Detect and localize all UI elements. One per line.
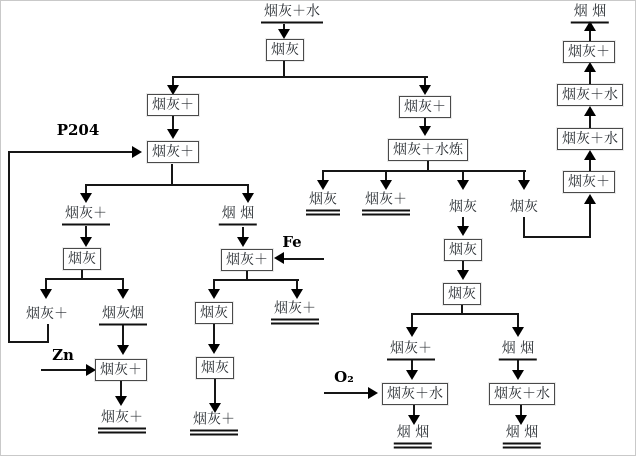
stream-left-c: 烟灰烟 [99,305,147,326]
arrow-down-icon [457,180,469,190]
process-box-c3-2: 烟灰 [443,283,481,305]
arrow-down-icon [278,29,290,39]
process-box-mid-1: 烟灰 [195,302,233,324]
arrow-down-icon [80,193,92,203]
arrow-down-icon [208,344,220,354]
product-top-right: 烟 烟 [571,3,609,24]
arrow-down-icon [40,289,52,299]
flow-line [214,379,216,404]
process-box-left-3: 烟灰 [63,248,101,270]
arrow-left-icon [274,252,284,264]
process-box-fe: 烟灰＋ [221,249,273,271]
stream-right-branch: 烟 烟 [499,340,537,361]
arrow-down-icon [237,237,249,247]
process-box-col-right-1: 烟灰＋ [563,171,615,193]
flow-line [85,184,249,186]
arrow-down-icon [167,129,179,139]
process-box-right-1: 烟灰＋ [399,96,451,118]
arrow-down-icon [80,237,92,247]
arrow-down-icon [291,289,303,299]
stream-smelt-3: 烟灰 [449,199,477,215]
arrow-down-icon [419,126,431,136]
product-bottom-left: 烟灰＋ [98,409,146,434]
arrow-down-icon [117,345,129,355]
arrow-up-icon [584,150,596,160]
flow-line [213,279,299,281]
process-box-mid-2: 烟灰 [196,357,234,379]
product-right-branch: 烟 烟 [503,424,541,449]
stream-left-a: 烟灰＋ [62,205,110,226]
arrow-down-icon [208,289,220,299]
flow-line [45,278,124,280]
flow-line [172,78,174,85]
recycle-line [8,151,134,153]
arrow-down-icon [117,289,129,299]
recycle-line [8,152,10,343]
arrow-down-icon [457,270,469,280]
process-box-left-2: 烟灰＋ [147,141,199,163]
flow-line [523,217,525,238]
process-box-left-1: 烟灰＋ [147,94,199,116]
process-box-c3-1: 烟灰 [444,239,482,261]
flow-line [411,313,519,315]
flow-line [589,204,591,238]
arrow-down-icon [115,396,127,406]
arrow-down-icon [512,370,524,380]
o2-feed-line [324,392,369,394]
zn-feed-line [41,369,86,371]
process-box-col-right-3: 烟灰＋水 [557,84,623,106]
arrow-down-icon [317,180,329,190]
arrow-down-icon [242,193,254,203]
arrow-up-icon [584,194,596,204]
stream-left-b: 烟 烟 [219,205,257,226]
stream-smelt-4: 烟灰 [510,199,538,215]
process-box-o2: 烟灰＋水 [382,383,448,405]
process-box-col-right-2: 烟灰＋水 [557,128,623,150]
flow-line [523,236,590,238]
reagent-label-zn: Zn [52,346,74,364]
recycle-line [8,341,49,343]
arrow-up-icon [584,106,596,116]
arrow-up-icon [584,62,596,72]
recycle-line [47,324,49,343]
flow-line [424,78,426,85]
reagent-label-p204: P204 [56,121,100,139]
arrow-down-icon [419,85,431,95]
arrow-right-icon [132,146,142,158]
process-box-zn: 烟灰＋ [95,359,147,381]
reagent-label-o2: O₂ [334,368,354,386]
process-box-col-right-4: 烟灰＋ [563,41,615,63]
product-smelt-2: 烟灰＋ [362,191,410,216]
flow-line [172,116,174,130]
arrow-down-icon [406,370,418,380]
flow-line [283,61,285,77]
arrow-down-icon [406,327,418,337]
flow-line [120,381,122,397]
process-box-top: 烟灰 [266,39,304,61]
arrow-down-icon [380,180,392,190]
product-o2: 烟 烟 [394,424,432,449]
stream-recycle: 烟灰＋ [26,306,68,322]
product-smelt-1: 烟灰 [306,191,340,216]
product-bottom-mid: 烟灰＋ [190,411,238,436]
process-box-smelt: 烟灰＋水炼 [388,139,468,161]
flow-line [171,164,173,185]
product-fe-right: 烟灰＋ [271,300,319,325]
flow-line [172,76,428,78]
flow-line [213,324,215,345]
reagent-label-fe: Fe [282,233,302,251]
stream-o2-branch: 烟灰＋ [387,340,435,361]
flow-line [122,325,124,346]
arrow-down-icon [512,327,524,337]
arrow-down-icon [457,226,469,236]
arrow-down-icon [518,180,530,190]
flow-line [322,170,526,172]
process-box-right-branch: 烟灰＋水 [489,383,555,405]
fe-feed-line [284,258,324,260]
arrow-right-icon [368,387,378,399]
stream-top-feed: 烟灰＋水 [261,3,323,24]
